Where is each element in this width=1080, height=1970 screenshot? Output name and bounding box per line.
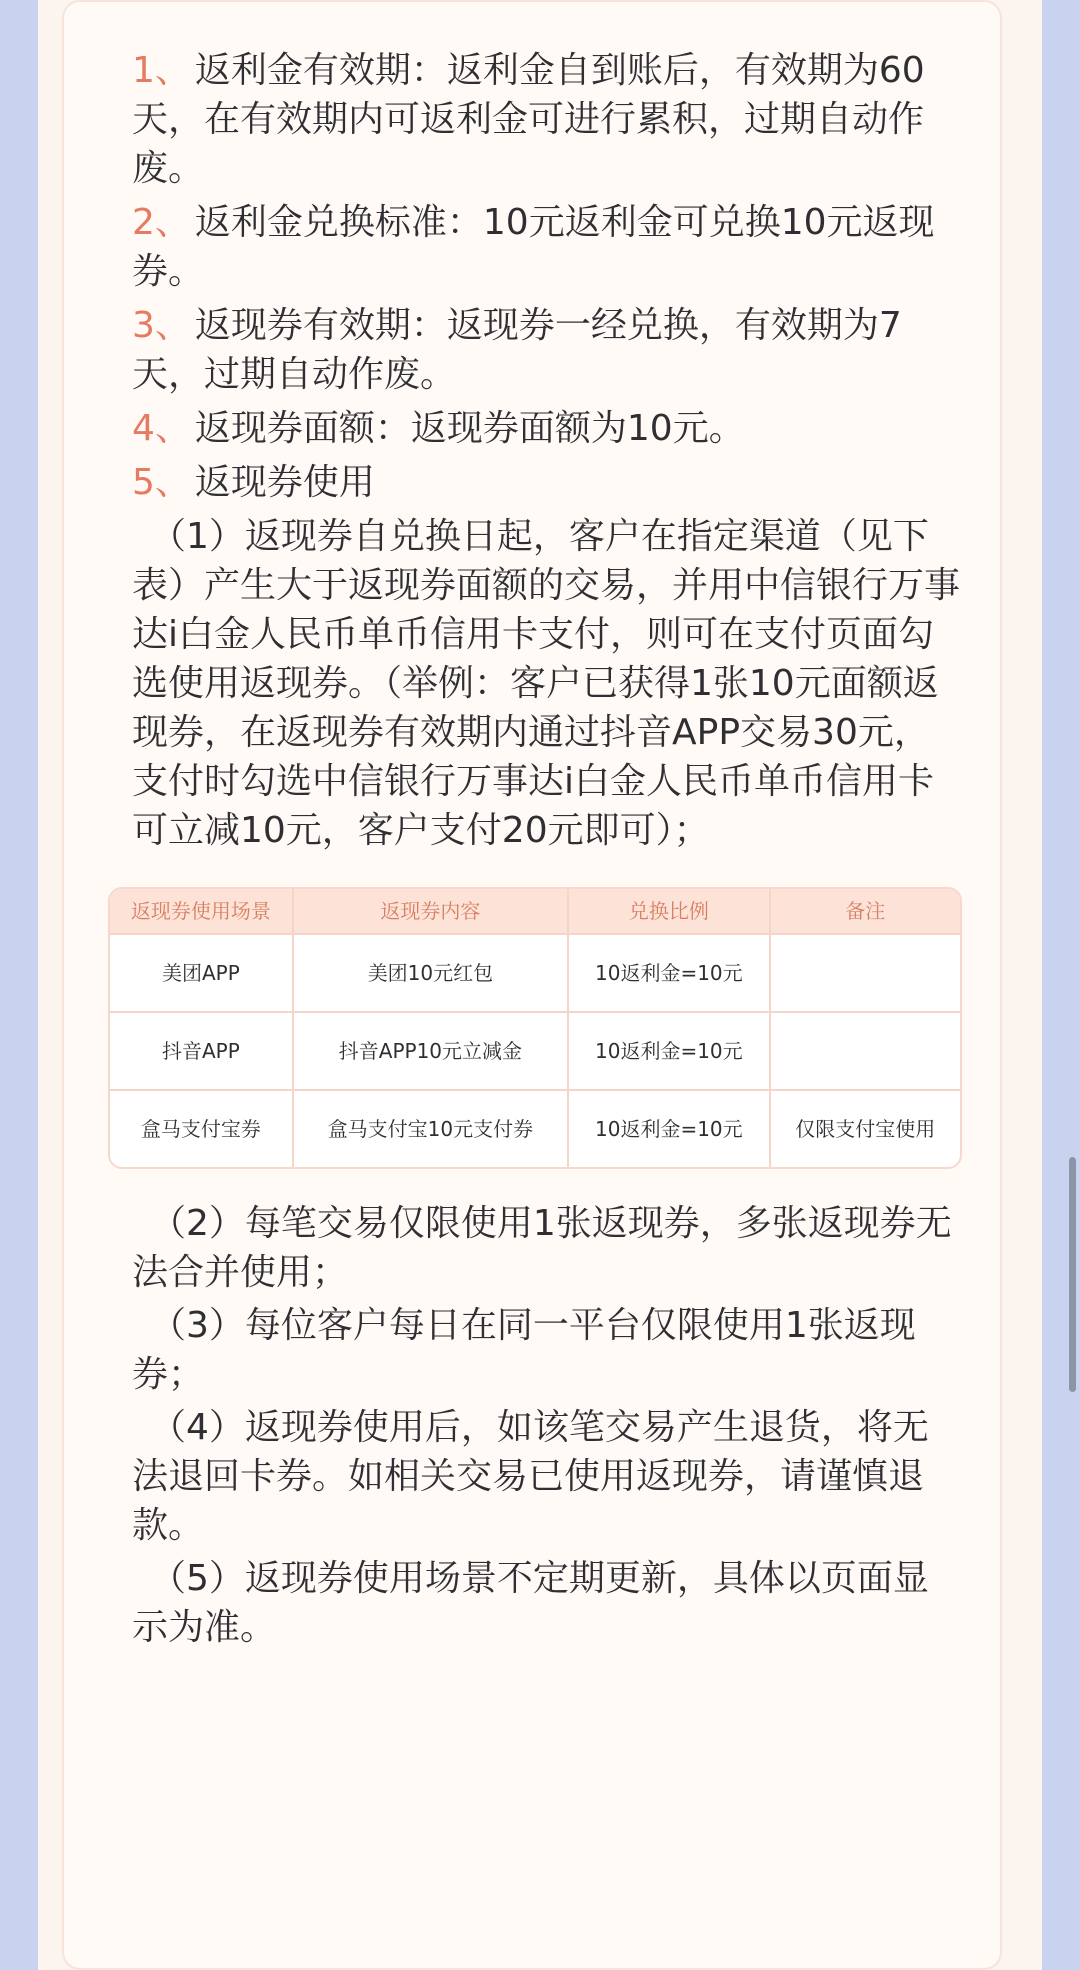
table-row bbox=[110, 934, 960, 1012]
rule-text: 返利金有效期：返利金自到账后，有效期为60天，在有效期内可返利金可进行累积，过期自动作废。 bbox=[132, 50, 925, 189]
rule-item-1 bbox=[132, 46, 962, 193]
rule-item-2 bbox=[132, 198, 962, 296]
table-cell: 抖音APP bbox=[110, 1012, 293, 1090]
table-header: 返现券内容 bbox=[293, 889, 568, 934]
usage-rule-2: （2）每笔交易仅限使用1张返现券，多张返现券无法合并使用； bbox=[132, 1203, 952, 1293]
table-header-row bbox=[110, 889, 960, 934]
rule-number: 1、 bbox=[132, 50, 191, 91]
table-cell: 美团APP bbox=[110, 934, 293, 1012]
table-cell: 仅限支付宝使用 bbox=[770, 1090, 960, 1167]
rule-number: 4、 bbox=[132, 408, 191, 449]
usage-rule-4: （4）返现券使用后，如该笔交易产生退货，将无法退回卡券。如相关交易已使用返现券，请谨慎退款。 bbox=[132, 1407, 929, 1546]
table-row bbox=[110, 1012, 960, 1090]
table-header: 备注 bbox=[770, 889, 960, 934]
usage-intro: （1）返现券自兑换日起，客户在指定渠道（见下表）产生大于返现券面额的交易，并用中信银行万事达i白金人民币单币信用卡支付，则可在支付页面勾选使用返现券。（举例：客户已获得1张10元面额返现券，在返现券有效期内通过抖音APP交易30元，支付时勾选中信银行万事达i白金人民币单币信用卡可立减10元，客户支付20元即可）； bbox=[132, 516, 961, 851]
table-cell bbox=[770, 1012, 960, 1090]
table-cell: 10返利金=10元 bbox=[568, 1090, 769, 1167]
rule-item-5 bbox=[132, 458, 962, 507]
table-row bbox=[110, 1090, 960, 1167]
rule-number: 5、 bbox=[132, 462, 191, 503]
table-cell: 盒马支付宝券 bbox=[110, 1090, 293, 1167]
rule-text: 返现券使用 bbox=[194, 462, 375, 503]
table-cell bbox=[770, 934, 960, 1012]
rule-item-3 bbox=[132, 301, 962, 399]
usage-table bbox=[108, 887, 962, 1169]
usage-rule-5: （5）返现券使用场景不定期更新，具体以页面显示为准。 bbox=[132, 1558, 929, 1648]
table-cell: 美团10元红包 bbox=[293, 934, 568, 1012]
rules-content bbox=[132, 46, 962, 1656]
table-cell: 抖音APP10元立减金 bbox=[293, 1012, 568, 1090]
rule-number: 3、 bbox=[132, 305, 191, 346]
scrollbar-thumb[interactable] bbox=[1069, 1157, 1076, 1392]
table-header: 返现券使用场景 bbox=[110, 889, 293, 934]
rule-text: 返利金兑换标准：10元返利金可兑换10元返现券。 bbox=[132, 202, 935, 292]
rule-text: 返现券有效期：返现券一经兑换，有效期为7天，过期自动作废。 bbox=[132, 305, 902, 395]
table-cell: 10返利金=10元 bbox=[568, 1012, 769, 1090]
table-cell: 10返利金=10元 bbox=[568, 934, 769, 1012]
table-cell: 盒马支付宝10元支付券 bbox=[293, 1090, 568, 1167]
usage-rule-3: （3）每位客户每日在同一平台仅限使用1张返现券； bbox=[132, 1305, 916, 1395]
rule-item-4 bbox=[132, 404, 962, 453]
rule-text: 返现券面额：返现券面额为10元。 bbox=[194, 408, 745, 449]
rule-number: 2、 bbox=[132, 202, 191, 243]
table-header: 兑换比例 bbox=[568, 889, 769, 934]
